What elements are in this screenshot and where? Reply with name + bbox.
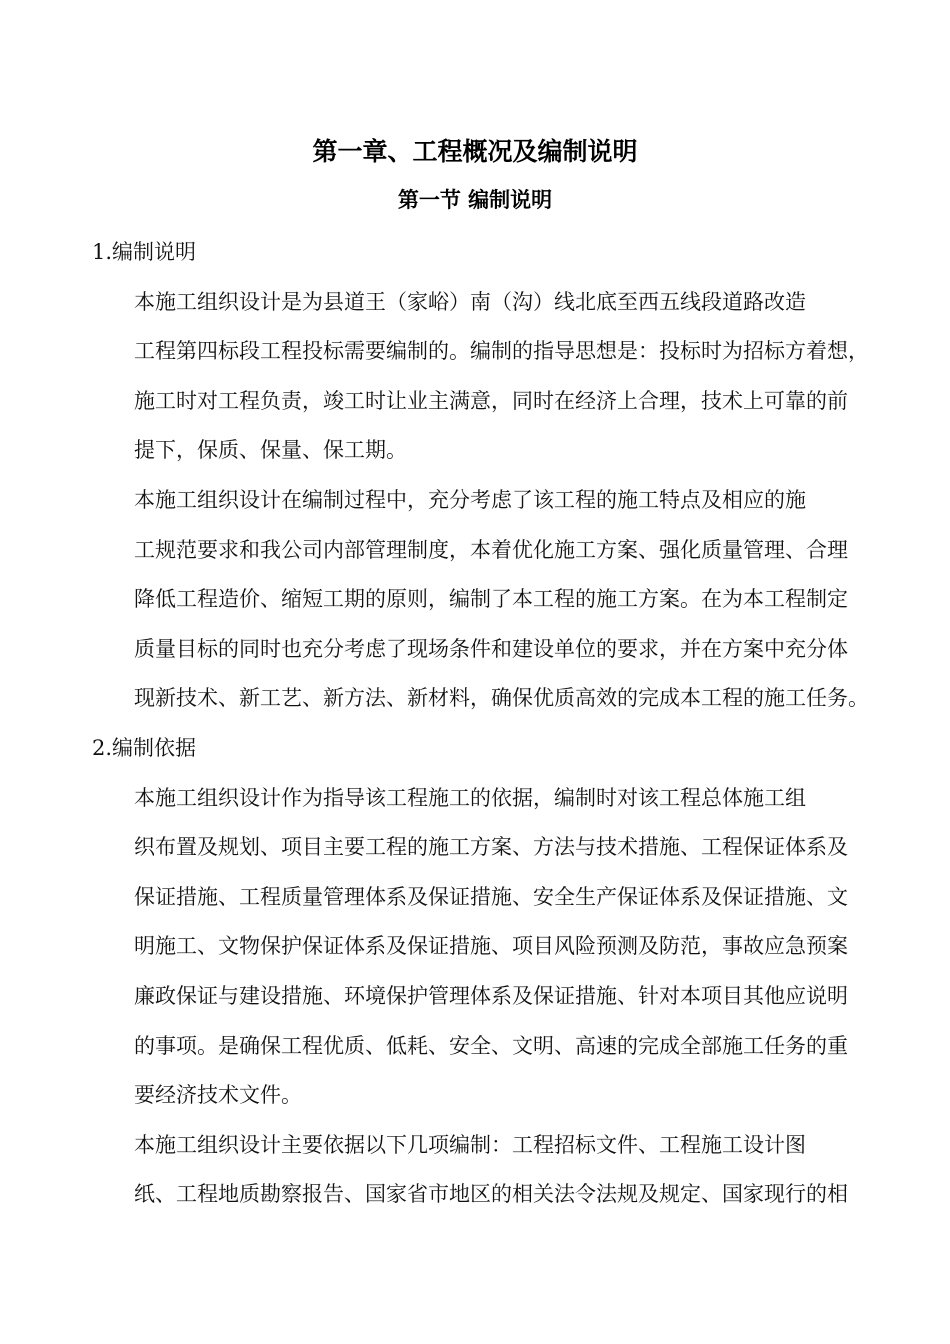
chapter-title: 第一章、工程概况及编制说明	[312, 137, 638, 166]
paragraph-basis	[92, 774, 862, 1121]
text-line: 本施工组织设计是为县道王（家峪）南（沟）线北底至西五线段道路改造	[134, 289, 806, 314]
section-title: 第一节 编制说明	[397, 188, 553, 212]
text-line: 本施工组织设计作为指导该工程施工的依据，编制时对该工程总体施工组	[134, 785, 806, 810]
text-line: 的事项。是确保工程优质、低耗、安全、文明、高速的完成全部施工任务的重	[134, 1033, 848, 1058]
text-line: 施工时对工程负责，竣工时让业主满意，同时在经济上合理，技术上可靠的前	[134, 388, 848, 413]
subheading-compilation-notes: 1.编制说明	[92, 240, 197, 264]
text-line: 本施工组织设计在编制过程中，充分考虑了该工程的施工特点及相应的施	[134, 487, 806, 512]
paragraph-process	[92, 476, 869, 724]
text-line: 要经济技术文件。	[134, 1083, 302, 1108]
text-line: 提下，保质、保量、保工期。	[134, 438, 407, 463]
paragraph-sources	[92, 1121, 862, 1220]
subheading-compilation-basis: 2.编制依据	[92, 735, 197, 760]
text-line: 纸、工程地质勘察报告、国家省市地区的相关法令法规及规定、国家现行的相	[134, 1182, 848, 1207]
text-line: 本施工组织设计主要依据以下几项编制：工程招标文件、工程施工设计图	[134, 1132, 806, 1157]
text-line: 质量目标的同时也充分考虑了现场条件和建设单位的要求，并在方案中充分体	[134, 636, 848, 661]
text-line: 保证措施、工程质量管理体系及保证措施、安全生产保证体系及保证措施、文	[134, 884, 848, 909]
text-line: 织布置及规划、项目主要工程的施工方案、方法与技术措施、工程保证体系及	[134, 835, 848, 860]
text-line: 廉政保证与建设措施、环境保护管理体系及保证措施、针对本项目其他应说明	[134, 983, 848, 1008]
text-line: 降低工程造价、缩短工期的原则，编制了本工程的施工方案。在为本工程制定	[134, 587, 848, 612]
document-body	[92, 228, 869, 1220]
text-line: 现新技术、新工艺、新方法、新材料，确保优质高效的完成本工程的施工任务。	[134, 686, 869, 711]
text-line: 明施工、文物保护保证体系及保证措施、项目风险预测及防范，事故应急预案	[134, 934, 848, 959]
text-line: 工程第四标段工程投标需要编制的。编制的指导思想是：投标时为招标方着想，	[134, 339, 869, 364]
text-line: 工规范要求和我公司内部管理制度，本着优化施工方案、强化质量管理、合理	[134, 537, 848, 562]
paragraph-purpose	[92, 278, 869, 476]
